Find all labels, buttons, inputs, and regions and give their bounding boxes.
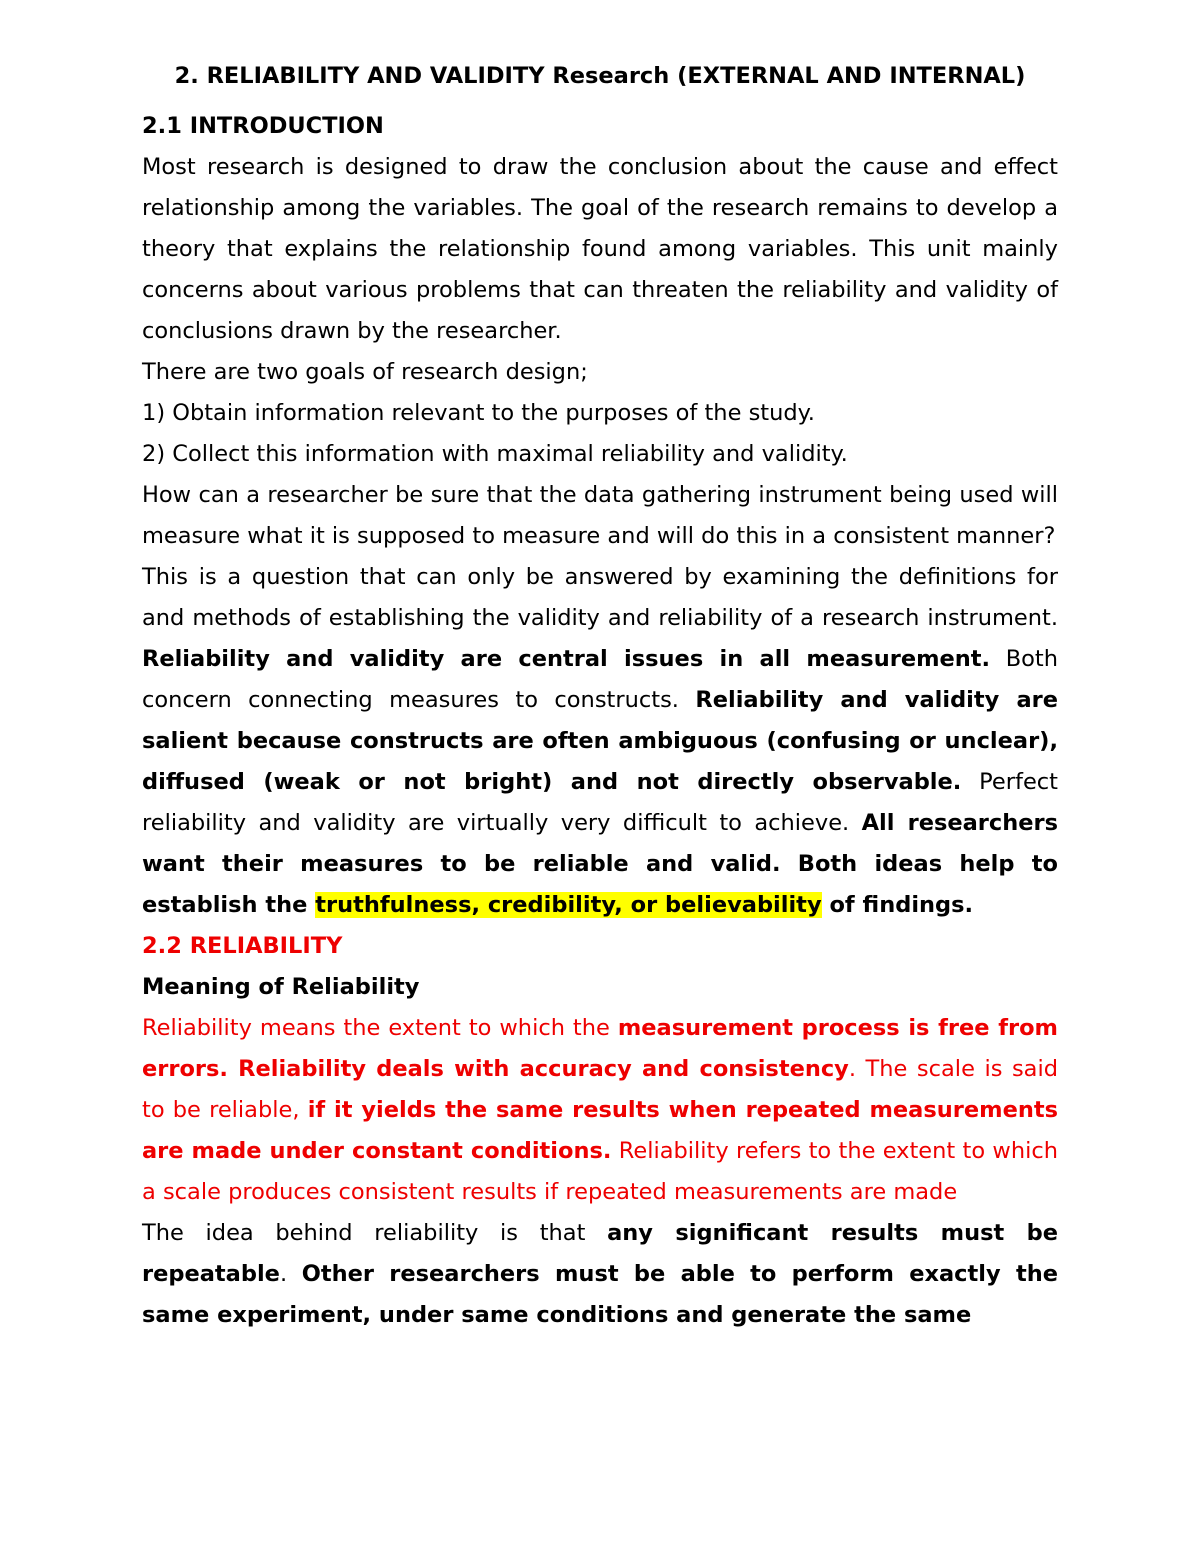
reliability-definition-paragraph — [142, 1008, 1058, 1213]
section-heading-introduction: 2.1 INTRODUCTION — [142, 113, 384, 139]
document-title: 2. RELIABILITY AND VALIDITY Research (EXTERNAL AND INTERNAL) — [174, 63, 1026, 89]
bold-run: measurement process is free from errors. Reliability deals with accuracy and consistency — [142, 1015, 1058, 1082]
text-run: This is a question that can only be answered by examining the definitions for and methods of establishing the validity and reliability of a research instrument. — [142, 564, 1058, 631]
section-heading-reliability: 2.2 RELIABILITY — [142, 933, 343, 959]
question-paragraph: How can a researcher be sure that the data gathering instrument being used will measure what it is supposed to measure and will do this in a consistent manner? — [142, 482, 1058, 549]
highlighted-run: truthfulness, credibility, or believability — [315, 892, 822, 918]
bold-run: All researchers want their measures to be reliable and valid. Both ideas help to establish the — [142, 810, 1058, 918]
bold-run: Reliability and validity are central issues in all measurement. — [142, 646, 991, 672]
goal-item-1: 1) Obtain information relevant to the purposes of the study. — [142, 400, 815, 426]
bold-run: Reliability and validity are salient because constructs are often ambiguous (confusing or unclear), diffused (weak or not bright) and not directly observable. — [142, 687, 1058, 795]
intro-paragraph: Most research is designed to draw the conclusion about the cause and effect relationship among the variables. The goal of the research remains to develop a theory that explains the relationship found among variables. This unit mainly concerns about various problems that can threaten the reliability and validity of conclusions drawn by the researcher. — [142, 154, 1058, 344]
goals-intro: There are two goals of research design; — [142, 359, 588, 385]
text-run: The idea behind reliability is that — [142, 1220, 608, 1246]
bold-run: Other researchers must be able to perform exactly the same experiment, under same conditions and generate the same — [142, 1261, 1058, 1328]
bold-run: of findings. — [821, 892, 974, 918]
text-run: Perfect reliability and validity are virtually very difficult to achieve. — [142, 769, 1058, 836]
bold-run: if it yields the same results when repeated measurements are made under constant conditions. — [142, 1097, 1058, 1164]
subheading-meaning-of-reliability: Meaning of Reliability — [142, 974, 420, 1000]
reliability-idea-paragraph — [142, 1213, 1058, 1336]
reliability-validity-paragraph — [142, 557, 1058, 926]
document-page — [142, 56, 1058, 1336]
bold-run: any significant results must be repeatable — [142, 1220, 1058, 1287]
text-run: . The scale is said to be reliable, — [142, 1056, 1058, 1123]
text-run: Both concern connecting measures to constructs. — [142, 646, 1059, 713]
text-run: Reliability means the extent to which the — [142, 1015, 618, 1041]
text-run: . — [279, 1261, 302, 1287]
goal-item-2: 2) Collect this information with maximal reliability and validity. — [142, 441, 848, 467]
text-run: Reliability refers to the extent to which a scale produces consistent results if repeated measurements are made — [142, 1138, 1058, 1205]
